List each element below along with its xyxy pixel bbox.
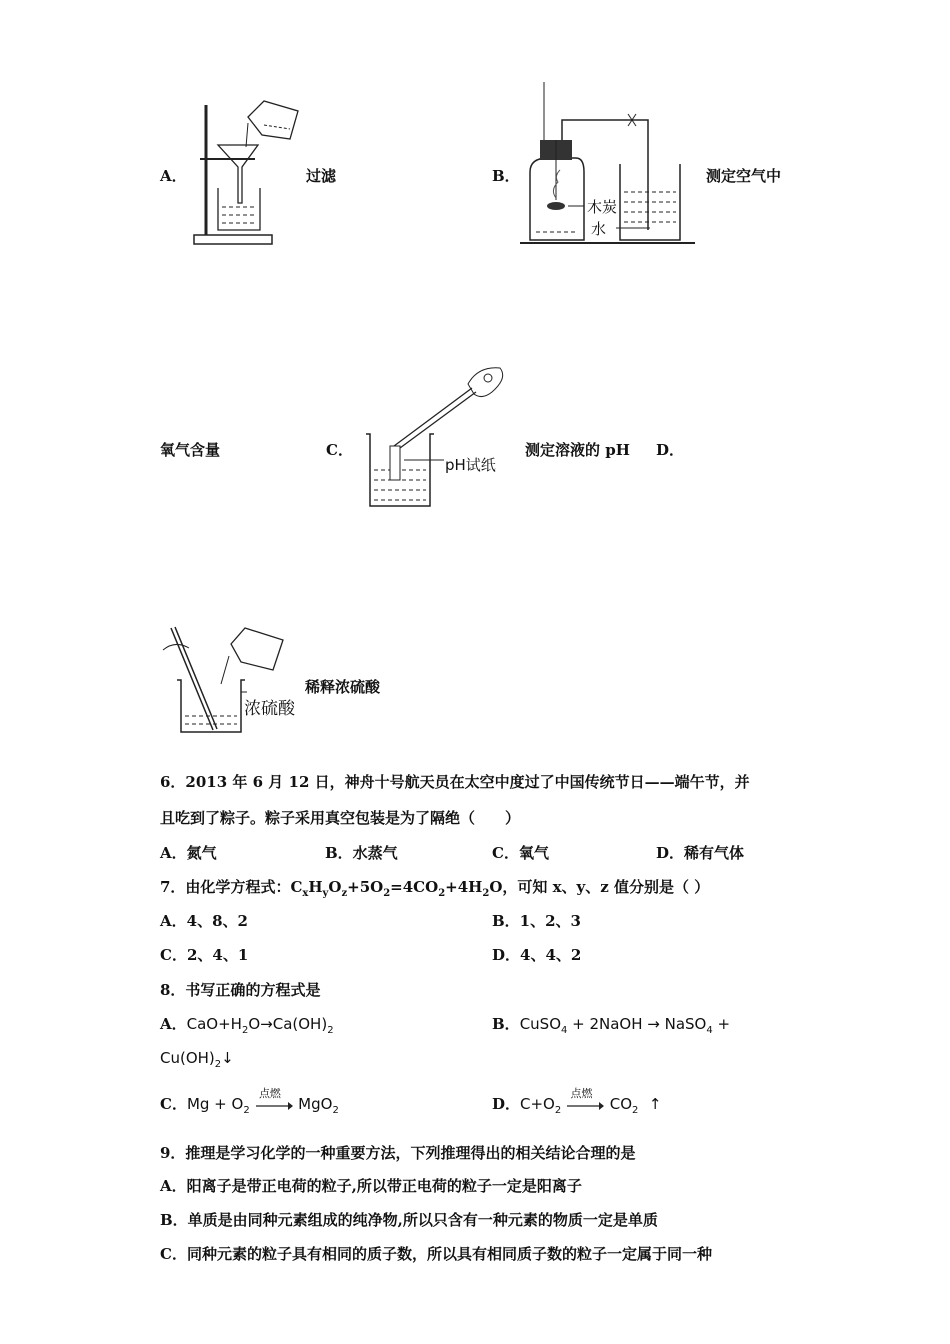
q7-option-a: A．4、8、2	[160, 912, 248, 930]
figure-b-caption: 测定空气中	[706, 167, 782, 185]
figure-d-caption: 稀释浓硫酸	[305, 678, 381, 696]
figure-c-caption: 测定溶液的 pH	[525, 441, 630, 459]
q9-option-b: B．单质是由同种元素组成的纯净物,所以只含有一种元素的物质一定是单质	[160, 1211, 658, 1229]
figure-a-letter: A．	[160, 167, 187, 185]
reaction-arrow-icon: 点燃	[566, 1097, 604, 1113]
q6-option-a: A．氮气	[160, 844, 217, 862]
ph-measurement-illustration	[360, 360, 520, 510]
q7-option-b: B．1、2、3	[492, 912, 581, 930]
figure-b-caption-cont: 氧气含量	[160, 441, 221, 459]
q7-stem: 7．由化学方程式：$C_xH_yO_z+5O_2=4CO_2+4H_2O$，可知 x、y、z 值分别是（ ）	[160, 878, 710, 899]
q8-stem: 8．书写正确的方程式是	[160, 981, 321, 999]
q6-stem-line2: 且吃到了粽子。粽子采用真空包装是为了隔绝（ ）	[160, 809, 521, 827]
q9-stem: 9．推理是学习化学的一种重要方法，下列推理得出的相关结论合理的是	[160, 1144, 636, 1162]
q8-option-b: B．CuSO$_4$ + 2NaOH → NaSO$_4$ +	[492, 1015, 731, 1036]
concentrated-acid-label: 浓硫酸	[244, 699, 295, 719]
q7-option-d: D．4、4、2	[492, 946, 582, 964]
charcoal-label: 木炭	[587, 198, 618, 216]
q7-option-c: C．2、4、1	[160, 946, 249, 964]
ph-paper-label: pH试纸	[445, 456, 496, 474]
q6-option-c: C．氧气	[492, 844, 549, 862]
q6-option-b: B．水蒸气	[325, 844, 398, 862]
figure-c-letter: C．	[326, 441, 353, 459]
q9-option-a: A．阳离子是带正电荷的粒子,所以带正电荷的粒子一定是阳离子	[160, 1177, 582, 1195]
dilute-acid-illustration	[155, 622, 295, 742]
figure-b-letter: B．	[492, 167, 520, 185]
q8-option-c: C．$Mg + O_2$ 点燃 MgO$_2$	[160, 1087, 339, 1116]
figure-d-letter: D．	[656, 441, 685, 459]
q8-option-d: D．$C+O_2$ 点燃 $CO_2$ ↑	[492, 1087, 662, 1116]
q6-stem-line1: 6．2013 年 6 月 12 日，神舟十号航天员在太空中度过了中国传统节日——端午节，并	[160, 773, 750, 791]
q8-option-a: A．$CaO+H_2O\to Ca(OH)_2$	[160, 1015, 334, 1036]
q6-option-d: D．稀有气体	[656, 844, 745, 862]
q9-option-c: C．同种元素的粒子具有相同的质子数，所以具有相同质子数的粒子一定属于同一种	[160, 1245, 712, 1263]
figure-a-caption: 过滤	[306, 167, 337, 185]
oxygen-measurement-apparatus-illustration	[520, 80, 700, 250]
water-label: 水	[591, 220, 607, 238]
reaction-arrow-icon: 点燃	[255, 1097, 293, 1113]
filtration-apparatus-illustration	[190, 95, 305, 255]
q8-option-b-cont: $Cu(OH)_2↓$	[160, 1049, 234, 1070]
